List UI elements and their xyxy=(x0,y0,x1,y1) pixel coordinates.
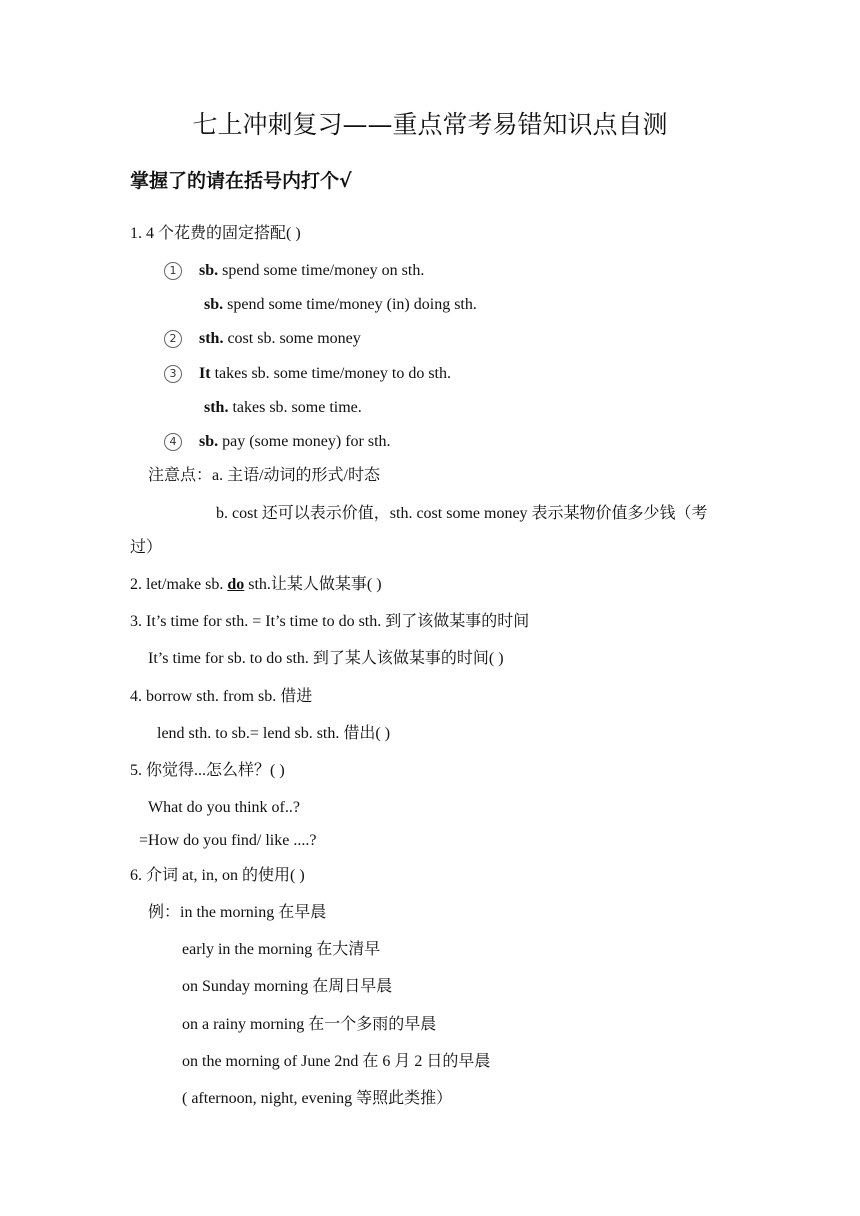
circled-number-4: 4 xyxy=(164,433,182,451)
item-5-line-2: What do you think of..? xyxy=(148,799,300,816)
item-2-pre: 2. let/make sb. xyxy=(130,576,228,593)
example-6: ( afternoon, night, evening 等照此类推） xyxy=(182,1090,453,1107)
note-b: b. cost 还可以表示价值，sth. cost some money 表示某物价值多少钱（考 xyxy=(216,505,708,522)
item-4-heading: 4. borrow sth. from sb. 借进 xyxy=(130,688,313,705)
item-6-heading: 6. 介词 at, in, on 的使用( ) xyxy=(130,867,305,884)
cost-line-rest: cost sb. some money xyxy=(223,330,361,347)
document-title: 七上冲刺复习——重点常考易错知识点自测 xyxy=(192,110,668,139)
takes-line-1-rest: takes sb. some time/money to do sth. xyxy=(210,365,451,382)
spend-line-1-rest: spend some time/money on sth. xyxy=(218,262,425,279)
circled-number-2: 2 xyxy=(164,330,182,348)
item-4-line-2: lend sth. to sb.= lend sb. sth. 借出( ) xyxy=(157,725,391,742)
item-1-heading: 1. 4 个花费的固定搭配( ) xyxy=(130,225,301,242)
circled-number-3: 3 xyxy=(164,365,182,383)
subject-bold: sb. xyxy=(204,296,224,313)
cost-line xyxy=(199,329,361,349)
spend-line-2-rest: spend some time/money (in) doing sth. xyxy=(223,296,477,313)
subject-bold: It xyxy=(199,365,211,382)
item-2-underlined: do xyxy=(227,576,245,593)
example-2: early in the morning 在大清早 xyxy=(182,941,381,958)
spend-line-1 xyxy=(199,261,424,281)
takes-line-2 xyxy=(204,398,362,418)
subject-bold: sth. xyxy=(204,399,229,416)
example-4: on a rainy morning 在一个多雨的早晨 xyxy=(182,1016,437,1033)
item-2-heading xyxy=(130,575,382,595)
document-subtitle: 掌握了的请在括号内打个√ xyxy=(130,170,352,192)
example-1: 例：in the morning 在早晨 xyxy=(148,904,327,921)
takes-line-2-rest: takes sb. some time. xyxy=(228,399,362,416)
circled-number-1: 1 xyxy=(164,262,182,280)
example-3: on Sunday morning 在周日早晨 xyxy=(182,978,393,995)
subject-bold: sb. xyxy=(199,433,219,450)
note-a: 注意点：a. 主语/动词的形式/时态 xyxy=(148,467,380,484)
subject-bold: sth. xyxy=(199,330,224,347)
subject-bold: sb. xyxy=(199,262,219,279)
item-3-heading: 3. It’s time for sth. = It’s time to do sth. 到了该做某事的时间 xyxy=(130,613,530,630)
note-b-continued: 过） xyxy=(130,539,163,556)
pay-line xyxy=(199,432,391,452)
item-2-post: sth.让某人做某事( ) xyxy=(244,576,382,593)
example-5: on the morning of June 2nd 在 6 月 2 日的早晨 xyxy=(182,1053,491,1070)
takes-line-1 xyxy=(199,364,451,384)
item-5-heading: 5. 你觉得...怎么样？( ) xyxy=(130,762,285,779)
spend-line-2 xyxy=(204,295,477,315)
item-3-line-2: It’s time for sb. to do sth. 到了某人该做某事的时间( ) xyxy=(148,650,504,667)
pay-line-rest: pay (some money) for sth. xyxy=(218,433,391,450)
item-5-line-3: =How do you find/ like ....? xyxy=(139,832,317,849)
